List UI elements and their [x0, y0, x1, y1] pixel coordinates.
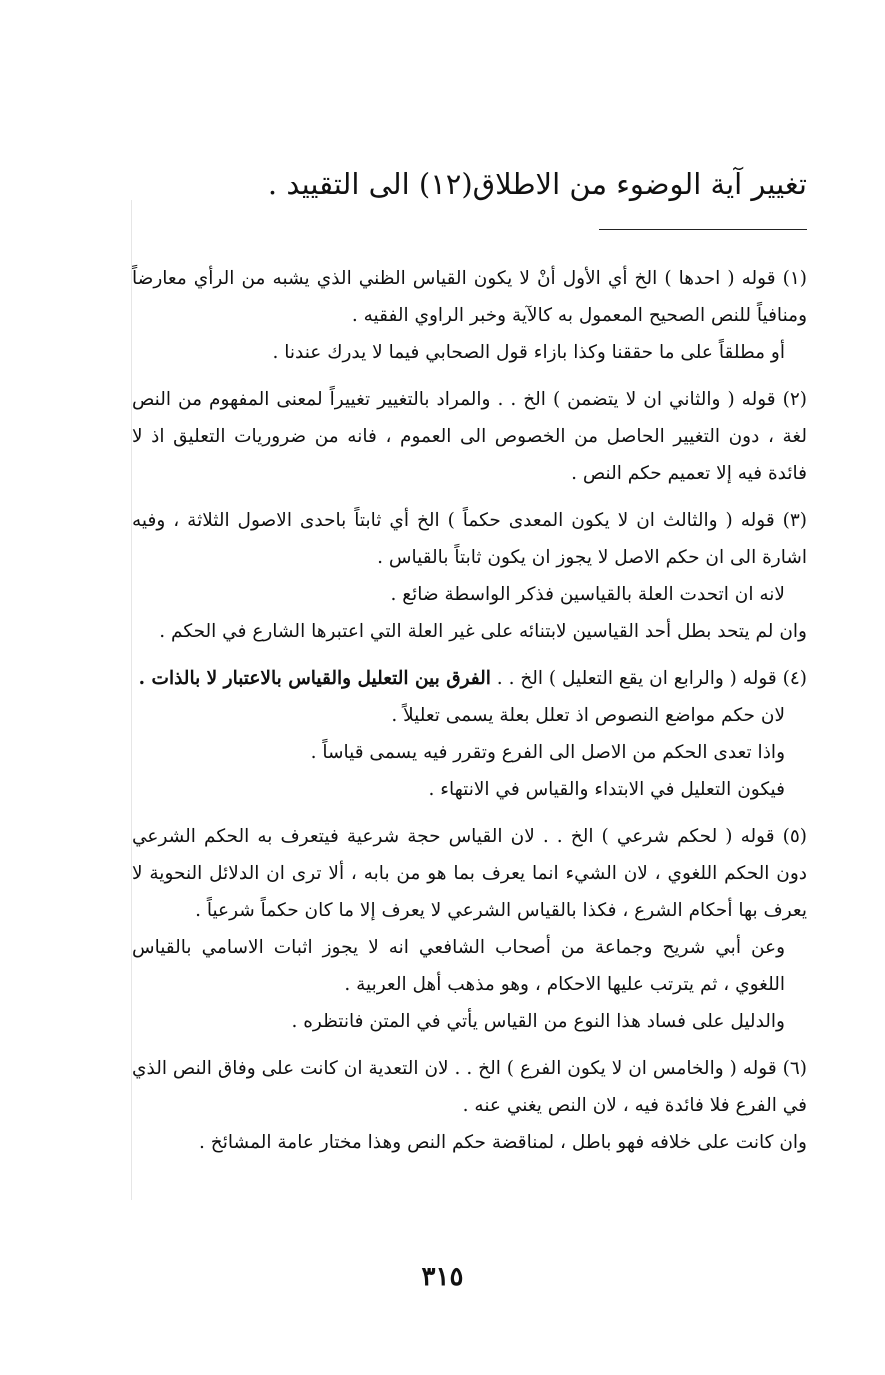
footnote-emphasis-text: الفرق بين التعليل والقياس بالاعتبار لا بالذات .	[138, 668, 491, 689]
footnote-4	[132, 660, 807, 808]
footnote-1	[132, 260, 807, 371]
footnote-6	[132, 1050, 807, 1161]
footnote-paragraph: وان لم يتحد بطل أحد القياسين لابتنائه على غير العلة التي اعتبرها الشارع في الحكم .	[159, 621, 807, 642]
footnote-paragraph: والدليل على فساد هذا النوع من القياس يأتي في المتن فانتظره .	[291, 1011, 785, 1032]
footnote-paragraph: (٥) قوله ( لحكم شرعي ) الخ . . لان القياس حجة شرعية فيتعرف به الحكم الشرعي دون الحكم اللغوي ، لان الشيء انما يعرف بما هو من بابه ، ألا ترى ان الدلائل النحوية لا يعرف بها أحكام الشرع ، فكذا بالقياس الشرعي لا يعرف إلا ما كان حكماً شرعياً .	[132, 826, 807, 921]
footnote-paragraph: لان حكم مواضع النصوص اذ تعلل بعلة يسمى تعليلاً .	[391, 705, 785, 726]
footnote-paragraph: (٦) قوله ( والخامس ان لا يكون الفرع ) الخ . . لان التعدية ان كانت على وفاق النص الذي في الفرع فلا فائدة فيه ، لان النص يغني عنه .	[132, 1058, 807, 1116]
footnote-lead-text: (٤) قوله ( والرابع ان يقع التعليل ) الخ . .	[490, 668, 807, 689]
page-number: ٣١٥	[421, 1262, 464, 1292]
main-text-line: تغيير آية الوضوء من الاطلاق(١٢) الى التقييد .	[267, 167, 807, 201]
footnote-paragraph: لانه ان اتحدت العلة بالقياسين فذكر الواسطة ضائع .	[390, 584, 785, 605]
footnote-separator-rule	[599, 229, 807, 230]
footnote-paragraph: فيكون التعليل في الابتداء والقياس في الانتهاء .	[428, 779, 785, 800]
footnote-5	[132, 818, 807, 1040]
footnote-paragraph	[132, 660, 807, 697]
footnote-paragraph: (١) قوله ( احدها ) الخ أي الأول أنْ لا يكون القياس الظني الذي يشبه من الرأي معارضاً ومنافياً للنص الصحيح المعمول به كالآية وخبر الراوي الفقيه .	[132, 268, 807, 326]
footnote-paragraph: واذا تعدى الحكم من الاصل الى الفرع وتقرر فيه يسمى قياساً .	[310, 742, 785, 763]
footnote-3	[132, 502, 807, 650]
footnote-paragraph: وان كانت على خلافه فهو باطل ، لمناقضة حكم النص وهذا مختار عامة المشائخ .	[199, 1132, 807, 1153]
footnote-paragraph: (٣) قوله ( والثالث ان لا يكون المعدى حكماً ) الخ أي ثابتاً باحدى الاصول الثلاثة ، وفيه اشارة الى ان حكم الاصل لا يجوز ان يكون ثابتاً بالقياس .	[132, 510, 807, 568]
footnote-2	[132, 381, 807, 492]
footnote-paragraph: (٢) قوله ( والثاني ان لا يتضمن ) الخ . . والمراد بالتغيير تغييراً لمعنى المفهوم من النص لغة ، دون التغيير الحاصل من الخصوص الى العموم ، فانه من ضروريات التعليق اذ لا فائدة فيه إلا تعميم حكم النص .	[132, 389, 807, 484]
footnote-paragraph: وعن أبي شريح وجماعة من أصحاب الشافعي انه لا يجوز اثبات الاسامي بالقياس اللغوي ، ثم يترتب عليها الاحكام ، وهو مذهب أهل العربية .	[132, 937, 785, 995]
footnotes-block	[132, 260, 807, 1171]
footnote-paragraph: أو مطلقاً على ما حققنا وكذا بازاء قول الصحابي فيما لا يدرك عندنا .	[272, 342, 785, 363]
